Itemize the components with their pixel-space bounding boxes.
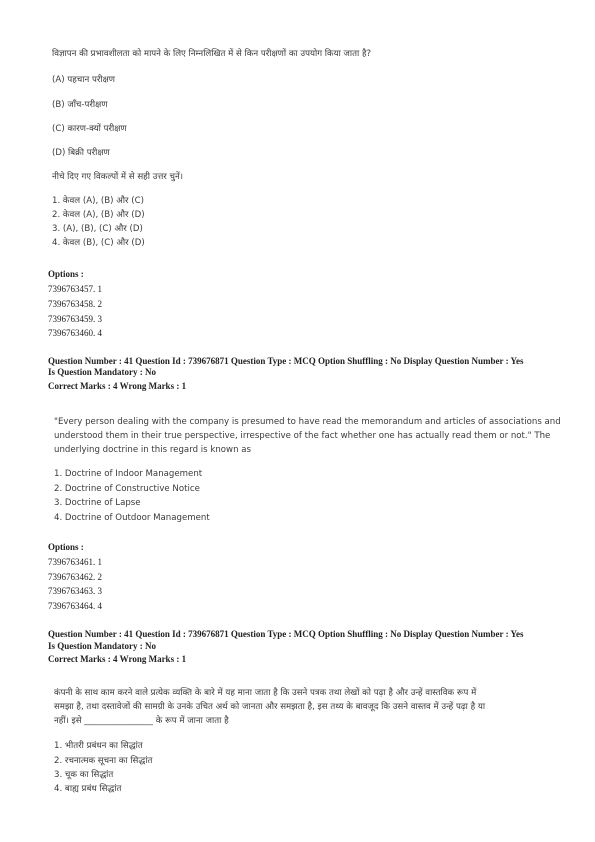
choice-4: 4. Doctrine of Outdoor Management (54, 513, 210, 523)
choice-1: 1. केवल (A), (B) और (C) (52, 196, 144, 206)
question-text: विज्ञापन की प्रभावशीलता को मापने के लिए निम्नलिखित में से किन परीक्षणों का उपयोग किया जाता है? (52, 49, 372, 59)
question-line-1: कंपनी के साथ काम करने वाले प्रत्येक व्यक्ति के बारे में यह माना जाता है कि उसने पत्रक तथा लेखों को पढ़ा है और उन्हें वास्तविक रूप में (54, 688, 477, 698)
question-line-1: "Every person dealing with the company is presumed to have read the memorandum and articles of associations and (54, 417, 561, 427)
option-id-1: 7396763457. 1 (48, 284, 102, 294)
question-line-3: underlying doctrine in this regard is known as (54, 445, 251, 455)
choice-1: 1. भीतरी प्रबंधन का सिद्धांत (54, 741, 143, 751)
choice-3: 3. Doctrine of Lapse (54, 498, 141, 508)
option-id-3: 7396763463. 3 (48, 586, 102, 596)
option-id-2: 7396763462. 2 (48, 572, 102, 582)
question-line-3: नहीं। इसे ________________ के रूप में जाना जाता है (54, 716, 229, 726)
choice-2: 2. रचनात्मक सूचना का सिद्धांत (54, 756, 153, 766)
choice-2: 2. Doctrine of Constructive Notice (54, 484, 200, 494)
options-heading: Options : (48, 269, 84, 279)
options-heading: Options : (48, 542, 84, 552)
instruction-text: नीचे दिए गए विकल्पों में से सही उत्तर चुनें। (52, 172, 184, 182)
choice-4: 4. केवल (B), (C) और (D) (52, 238, 145, 248)
question-marks: Correct Marks : 4 Wrong Marks : 1 (48, 654, 187, 664)
question-line-2: समझा है, तथा दस्तावेजों की सामग्री के उनके उचित अर्थ को जानता और समझता है, इस तथ्य के बावजूद कि उसने वास्तव में उन्हें पढ़ा है या (54, 702, 486, 712)
question-marks: Correct Marks : 4 Wrong Marks : 1 (48, 381, 187, 391)
statement-c: (C) कारण-क्यों परीक्षण (52, 124, 127, 134)
choice-3: 3. चूक का सिद्धांत (54, 770, 114, 780)
question-mandatory: Is Question Mandatory : No (48, 367, 157, 377)
statement-a: (A) पहचान परीक्षण (52, 75, 115, 85)
option-id-4: 7396763464. 4 (48, 601, 102, 611)
option-id-4: 7396763460. 4 (48, 328, 102, 338)
statement-b: (B) जाँच-परीक्षण (52, 100, 108, 110)
option-id-2: 7396763458. 2 (48, 299, 102, 309)
question-mandatory: Is Question Mandatory : No (48, 641, 157, 651)
choice-4: 4. बाह्य प्रबंध सिद्धांत (54, 784, 122, 794)
choice-2: 2. केवल (A), (B) और (D) (52, 210, 145, 220)
option-id-3: 7396763459. 3 (48, 314, 102, 324)
choice-3: 3. (A), (B), (C) और (D) (52, 224, 143, 234)
choice-1: 1. Doctrine of Indoor Management (54, 469, 203, 479)
question-meta: Question Number : 41 Question Id : 739676871 Question Type : MCQ Option Shuffling : No Display Question Number : Yes (48, 629, 524, 639)
option-id-1: 7396763461. 1 (48, 557, 102, 567)
question-meta: Question Number : 41 Question Id : 739676871 Question Type : MCQ Option Shuffling : No Display Question Number : Yes (48, 356, 524, 366)
question-line-2: understood them in their true perspective, irrespective of the fact whether one has actually read them or not." The (54, 431, 551, 441)
statement-d: (D) बिक्री परीक्षण (52, 148, 110, 158)
